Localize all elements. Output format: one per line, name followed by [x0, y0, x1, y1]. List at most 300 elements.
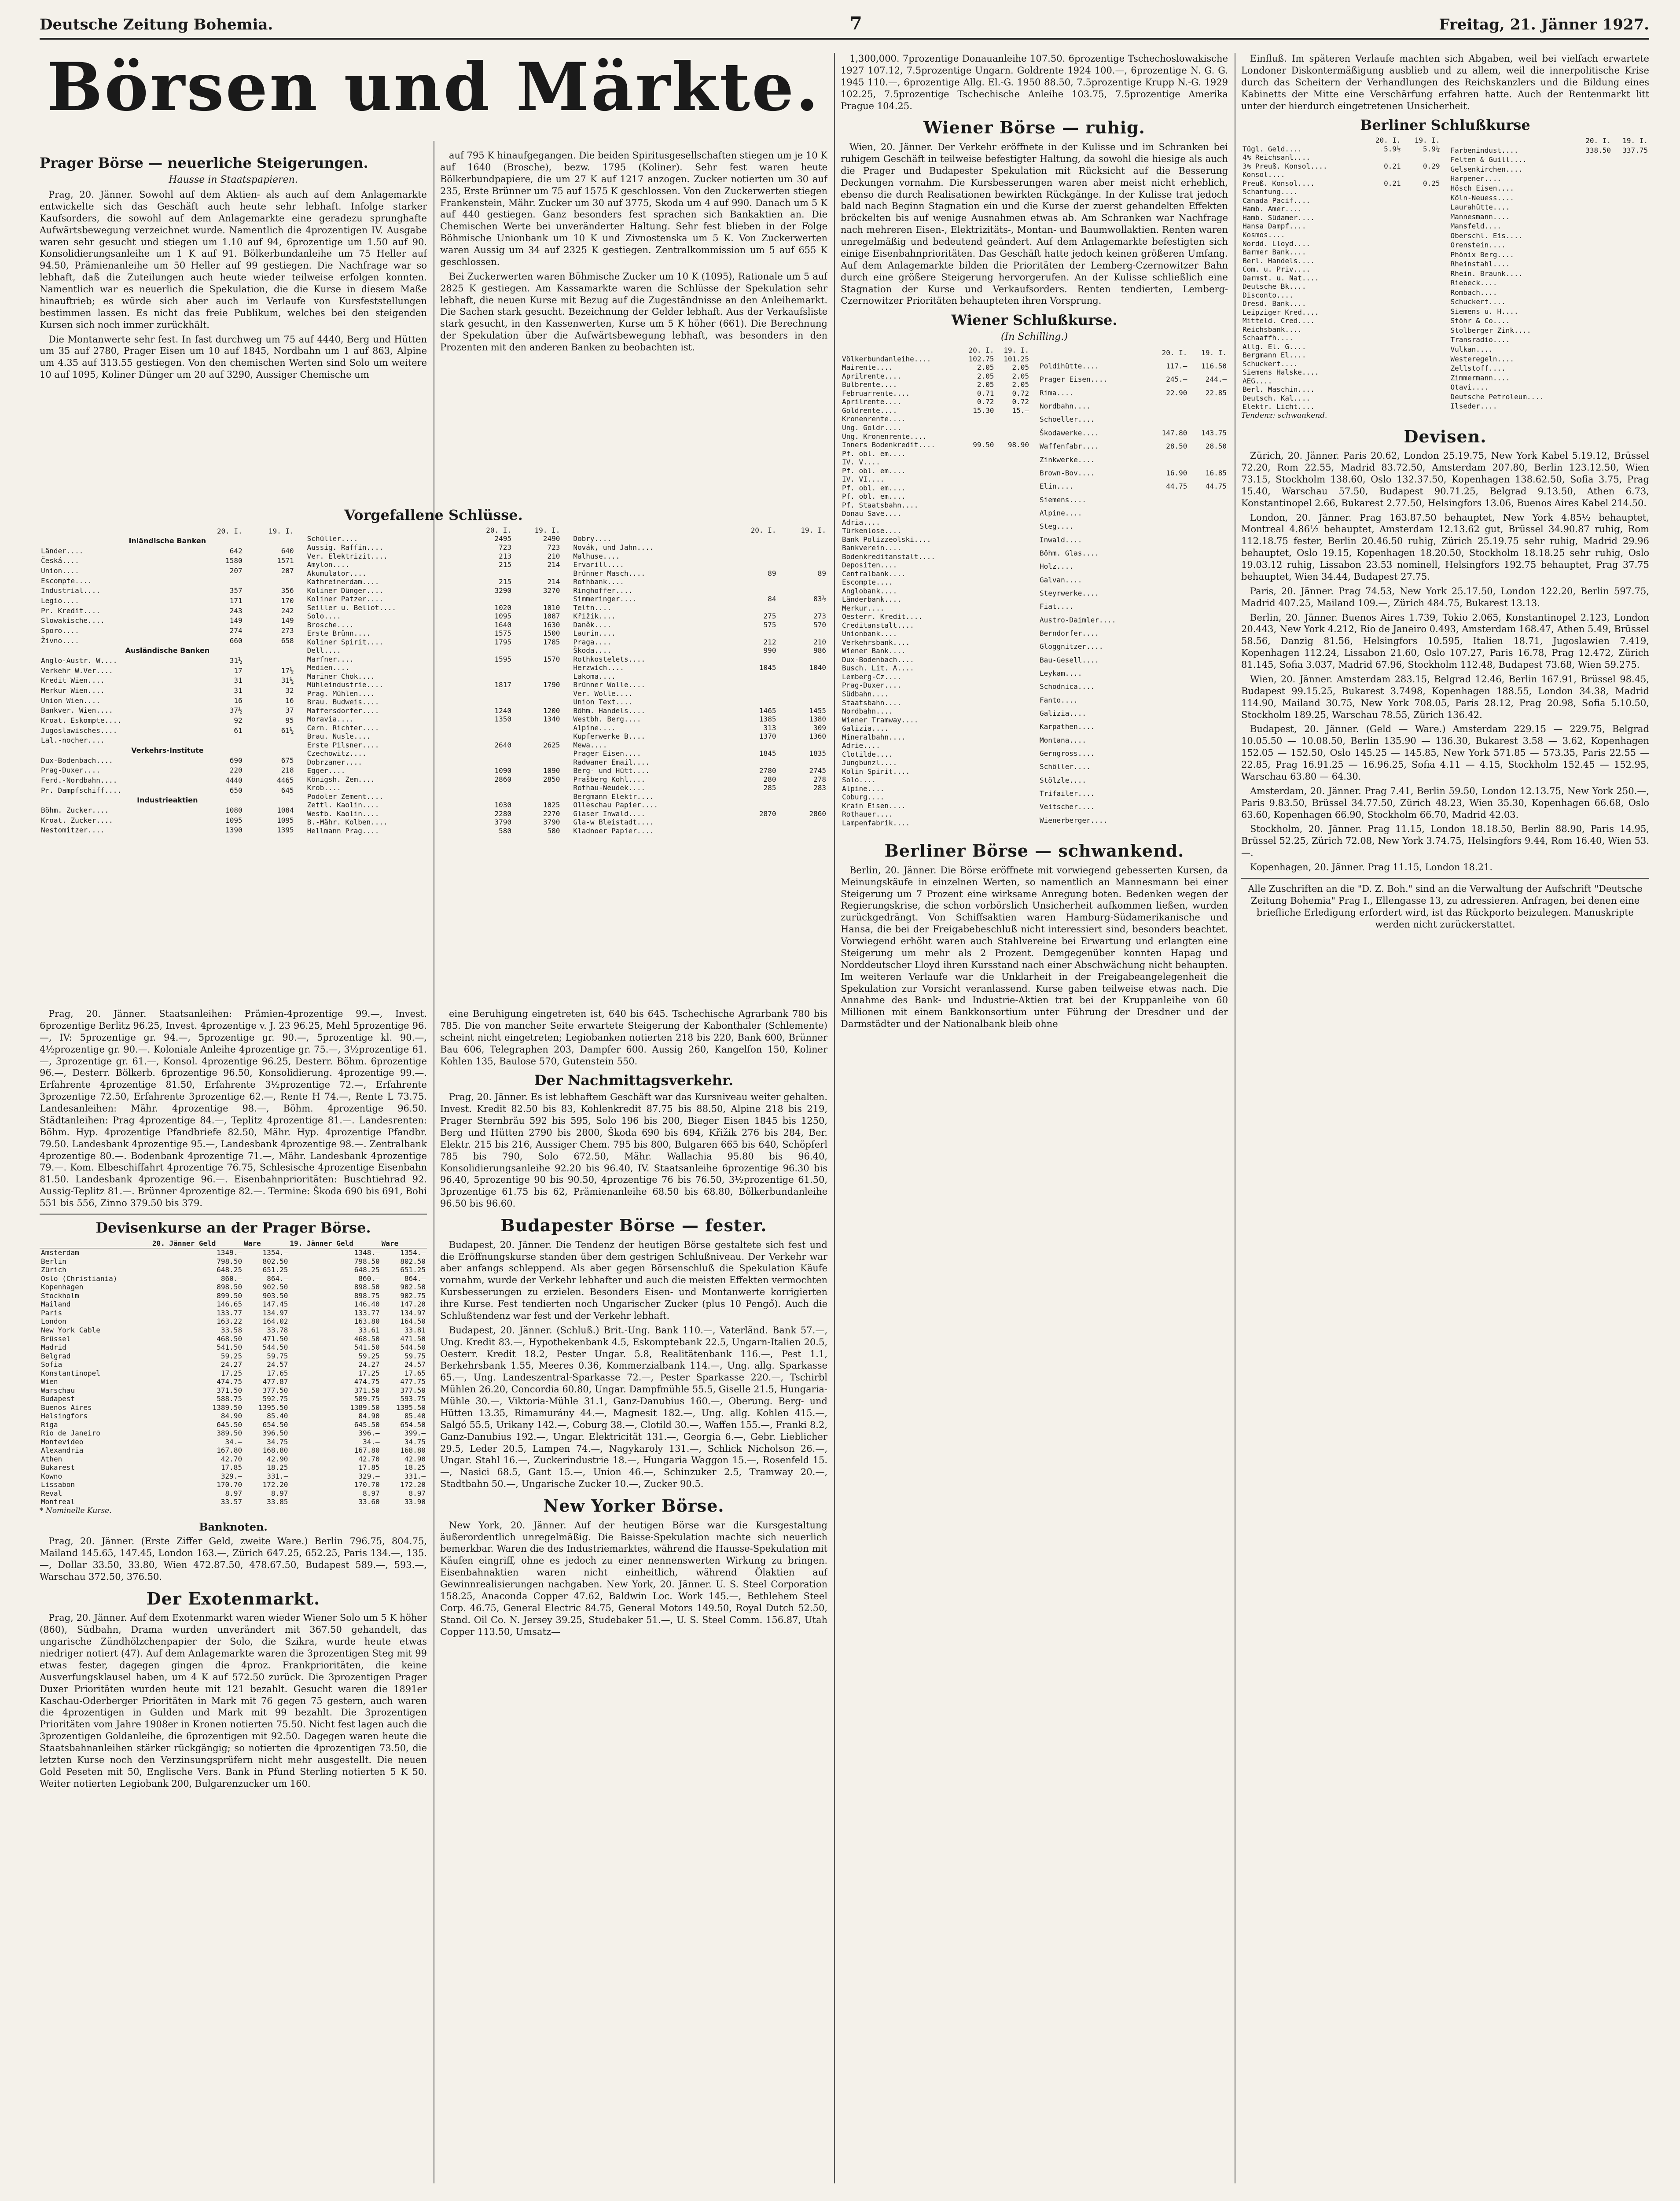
- table-row: [1038, 373, 1228, 386]
- row-label: Marfner....: [307, 655, 354, 663]
- row-value: [1402, 351, 1441, 360]
- row-value: 214: [547, 578, 560, 586]
- row-value: [960, 492, 996, 501]
- row-value: [1363, 385, 1402, 394]
- table-row: [40, 766, 295, 776]
- row-value: [1402, 213, 1441, 222]
- table-row: [841, 509, 1030, 518]
- row-value: 116.50: [1201, 362, 1227, 371]
- vienna-text: Wien, 20. Jänner. Der Verkehr eröffnete in der Kulisse und im Schranken bei ruhigem Geschäft in teilweise befestigter Haltung, da sowohl die hiesige als auch die Prager und Budapester Spekulation mit Rücksicht auf die Besserung Deckungen vornahm. Die Kursbesserungen waren aber meist nicht erheblich, ebenso die durch Realisationen bewirkten Rückgänge. In der Kulisse trat jedoch bald nach Beginn Stagnation ein und die Kurse der zuerst gehandelten Effekten bröckelten bis auf wenige Ausnahmen etwas ab. Am Schranken war Nachfrage nach mehreren Eisen-, Elektrizitäts-, Montan- und Baumwollaktien. Renten waren unregelmäßig und bedeutend geändert. Auf dem Anlagemarkte befestigten sich einige Eisenbahnprioritäten. Das Geschäft hatte jedoch keinen größeren Umfang. Auf dem Anlagemarkte bilden die Prioritäten der Lemberg-Czernowitzer Bahn durch eine größere Steigerung hervorgerufen. An der Kulisse schließlich eine Stagnation der Kurse und Verkaufsorders. Renten tendierten, Lemberg-Czernowitzer Prioritäten behaupteten ihren Vorsprung.: [841, 142, 1228, 306]
- rate-value: 544.50: [262, 1343, 288, 1352]
- table-row: [572, 569, 827, 578]
- newyork-text: New York, 20. Jänner. Auf der heutigen Börse war die Kursgestaltung äußerordentlich unregelmäßig. Die Baisse-Spekulation machte sich neuerlich bemerkbar. Waren die des Industriemarktes, während die Hausse-Spekulation mit Käufen eingriff, ohne es jedoch zu einer nennenswerten Wirkung zu bringen. Eisenbahnaktien waren nicht einheitlich, während Ölaktien auf Gewinnrealisierungen nachgaben. New York, 20. Jänner. U. S. Steel Corporation 158.25, Anaconda Copper 47.62, Baldwin Loc. Work 145.—, Bethlehem Steel Corp. 46.75, General Electric 84.75, General Motors 149.50, Royal Dutch 52.50, Stand. Oil Co. N. Jersey 39.25, Studebaker 51.—, U. S. Steel Comm. 156.87, Utah Copper 113.50, Umsatz—: [440, 1520, 827, 1637]
- row-label: Zettl. Kaolin....: [307, 801, 379, 810]
- table-row: [1038, 426, 1228, 439]
- row-value: [1402, 248, 1441, 257]
- row-value: 1571: [277, 556, 294, 565]
- currency-name: Budapest: [41, 1395, 75, 1403]
- row-label: Anglobank....: [842, 586, 897, 595]
- page-header: [40, 13, 1649, 40]
- row-value: 5.9½: [1384, 144, 1401, 153]
- header-cell: 19. I.: [1004, 346, 1029, 355]
- header-cell: 20. I.: [486, 526, 512, 534]
- issue-date: Freitag, 21. Jänner 1927.: [1439, 16, 1649, 33]
- row-value: [995, 467, 1030, 475]
- row-label: Prager Eisen....: [1040, 375, 1108, 384]
- row-value: 1380: [809, 715, 827, 724]
- row-value: [1188, 400, 1228, 413]
- table-row: [1038, 480, 1228, 493]
- row-value: 580: [547, 827, 560, 835]
- currency-name: Reval: [41, 1489, 62, 1498]
- table-row: [1038, 733, 1228, 747]
- row-value: [464, 595, 513, 604]
- row-value: 15.—: [1012, 406, 1029, 415]
- header-cell: Ware: [243, 1239, 289, 1248]
- row-label: Elin....: [1040, 482, 1074, 491]
- row-label: Alpine....: [1040, 508, 1082, 517]
- rate-value: 33.58: [221, 1325, 243, 1334]
- row-value: [995, 552, 1030, 561]
- rate-value: 59.25: [358, 1351, 380, 1360]
- row-label: Schuckert....: [1243, 359, 1298, 368]
- table-row: [40, 586, 295, 596]
- dividend-text: eine Beruhigung eingetreten ist, 640 bis 645. Tschechische Agrarbank 780 bis 785. Die von mancher Seite erwartete Steigerung der Kabonthaler (Schlemente) scheint nicht eingetreten; Legiobanken notierten 218 bis 220, Bank 600, Brünner Bau 606, Telegraphen 203, Dampfer 600. Aussig 260, Kangelfon 150, Koliner Kohlen 135, Baulose 570, Gutenstein 550.: [440, 1008, 827, 1067]
- row-label: Com. u. Priv....: [1243, 265, 1311, 274]
- rate-value: 471.50: [262, 1334, 288, 1343]
- header-cell: [1241, 136, 1363, 145]
- table-row: [841, 681, 1030, 690]
- row-label: Länder....: [41, 546, 84, 555]
- row-value: [1575, 401, 1612, 411]
- row-value: [1363, 265, 1402, 274]
- row-value: [960, 604, 996, 613]
- row-value: [995, 578, 1030, 587]
- row-value: 580: [499, 827, 512, 835]
- row-value: [777, 629, 827, 638]
- table-row: [40, 1429, 427, 1438]
- row-label: Glaser Inwald....: [573, 809, 646, 818]
- table-row: [40, 1266, 427, 1274]
- header-cell: 19. I.: [1622, 136, 1648, 145]
- rate-value: 389.50: [217, 1429, 243, 1438]
- closing-table-1: [40, 526, 295, 835]
- rate-value: 898.50: [354, 1283, 380, 1292]
- row-value: 3270: [543, 586, 560, 595]
- rate-value: 396.50: [262, 1429, 288, 1438]
- row-value: 16.90: [1166, 468, 1187, 477]
- row-label: Dobry....: [573, 534, 612, 543]
- row-label: Völkerbundanleihe....: [842, 354, 931, 363]
- rate-value: 860.—: [221, 1274, 243, 1283]
- table-header-row: [40, 1239, 427, 1248]
- row-value: [960, 758, 996, 767]
- row-value: 1455: [809, 706, 827, 715]
- row-value: [1188, 680, 1228, 693]
- table-row: [1038, 693, 1228, 707]
- devisen-paragraph: Berlin, 20. Jänner. Buenos Aires 1.739, Tokio 2.065, Konstantinopel 2.123, London 20.443, New York 4.212, Rio de Janeiro 0.493, Amsterdam 168.47, Athen 5.49, Brüssel 58.56, Danzig 81.56, Helsingfors 10.595, Italien 18.71, Jugoslawien 7.419, Kopenhagen 112.24, Lissabon 21.60, Oslo 107.27, Paris 16.78, Prag 12.472, Zürich 81.145, Sofia 3.037, Madrid 67.96, Stockholm 112.48, Budapest 73.68, Wien 59.275.: [1241, 612, 1649, 670]
- banknoten-text: Prag, 20. Jänner. (Erste Ziffer Geld, zweite Ware.) Berlin 796.75, 804.75, Mailand 145.65, 147.45, London 163.—, Zürich 647.25, 652.25, Paris 134.—, 135.—, Dollar 33.50, 33.80, Wien 472.87.50, 478.67.50, Budapest 589.—, 593.—, Warschau 372.50, 376.50.: [40, 1536, 427, 1582]
- row-label: Zinkwerke....: [1040, 455, 1095, 464]
- prague-p1: Prag, 20. Jänner. Sowohl auf dem Aktien- als auch auf dem Anlagemarkte entwickelte sich das Geschäft auch heute sehr lebhaft. Infolge starker Kaufsorders, die sowohl auf dem Anlagemarkte eine geradezu sprunghafte Aufwärtsbewegung verzeichnet wurde. Namentlich die 4prozentigen IV. Ausgabe waren sehr gesucht und stiegen um 1.10 auf 94, 6prozentige um 1.50 auf 90. Konsolidierungsanleihe um 1 K auf 91. Bölkerbundanleihe um 75 Heller auf 94.50, Prämienanleihe um 50 Heller auf 99 gestiegen. Die Nachfrage war so lebhaft, daß die Zuteilungen auch heute wieder teilweise erfolgen konnten. Namentlich war es neuerlich die Spekulation, die die Kurse in diesem Maße hinauftrieb; es würde sich aber auch im Verlaufe von Kursfeststellungen bestimmen lassen. Es nicht das freie Publikum, welches bei den steigenden Kursen sich noch immer zurückhält.: [40, 189, 427, 330]
- row-label: Wiener Tramway....: [842, 715, 919, 724]
- rate-value: 377.50: [262, 1386, 288, 1395]
- table-row: [40, 655, 295, 666]
- row-value: [1612, 184, 1649, 193]
- row-value: 723: [499, 543, 512, 552]
- row-label: Oesterr. Kredit....: [842, 612, 923, 621]
- row-value: [1575, 184, 1612, 193]
- rate-value: 477.75: [400, 1377, 426, 1386]
- row-value: 3290: [494, 586, 512, 595]
- row-label: Barmer Bank....: [1243, 248, 1306, 257]
- header-cell: [306, 526, 464, 535]
- row-value: [960, 707, 996, 716]
- devisen-prag-title: Devisenkurse an der Prager Börse.: [96, 1219, 371, 1236]
- row-label: Fanto....: [1040, 696, 1078, 704]
- row-value: [244, 655, 295, 666]
- row-value: [1149, 573, 1189, 586]
- table-row: [1038, 813, 1228, 827]
- table-row: [1038, 547, 1228, 560]
- row-value: [513, 749, 561, 758]
- table-row: [40, 1498, 427, 1506]
- row-value: 84: [768, 595, 776, 604]
- table-row: [40, 1489, 427, 1498]
- devisen-paragraph: Wien, 20. Jänner. Amsterdam 283.15, Belgrad 12.46, Berlin 167.91, Brüssel 98.45, Budapest 99.15.25, Bukarest 3.7498, Kopenhagen 188.55, London 34.38, Madrid 114.90, Mailand 30.75, New York 708.05, Paris 28.12, Prag 20.98, Sofia 5.10.50, Stockholm 189.25, Warschau 78.55, Zürich 136.42.: [1241, 674, 1649, 720]
- table-row: [1038, 573, 1228, 586]
- table-row: [1038, 413, 1228, 426]
- row-label: Legio....: [41, 596, 79, 605]
- row-value: [1402, 222, 1441, 231]
- header-cell: 20. I.: [968, 346, 994, 355]
- row-value: [995, 733, 1030, 742]
- row-value: [995, 638, 1030, 647]
- table-row: [572, 681, 827, 689]
- row-label: Prag-Duxer....: [41, 766, 100, 775]
- table-row: [841, 380, 1030, 389]
- row-value: [1402, 325, 1441, 334]
- row-value: [995, 724, 1030, 733]
- row-value: [995, 664, 1030, 673]
- row-value: [1402, 282, 1441, 291]
- table-row: [1449, 212, 1650, 222]
- row-value: [1575, 392, 1612, 402]
- row-label: Riebeck....: [1450, 279, 1497, 287]
- row-value: 214: [547, 560, 560, 569]
- row-label: Rothbank....: [573, 578, 624, 586]
- row-value: [1363, 308, 1402, 317]
- row-label: Aprilrente....: [842, 372, 901, 380]
- row-label: Herzwich....: [573, 663, 624, 672]
- table-row: [1449, 307, 1650, 317]
- row-label: Merkur....: [842, 604, 885, 612]
- row-label: Leipziger Kred....: [1243, 308, 1319, 317]
- row-value: [960, 793, 996, 802]
- row-value: [464, 698, 513, 707]
- devisen-text: [1241, 450, 1649, 873]
- row-value: [728, 629, 778, 638]
- table-row: [572, 604, 827, 612]
- table-row: [40, 606, 295, 616]
- newyork-title: New Yorker Börse.: [543, 1496, 724, 1516]
- row-value: 1045: [759, 663, 776, 672]
- row-value: [1149, 600, 1189, 613]
- table-row: [1038, 667, 1228, 680]
- table-row: [1449, 278, 1650, 288]
- row-value: [1363, 213, 1402, 222]
- rate-value: 167.80: [354, 1446, 380, 1455]
- devisen-title: Devisen.: [1404, 426, 1487, 446]
- header-cell: Ware: [381, 1239, 427, 1248]
- row-value: [728, 758, 778, 767]
- row-label: Medien....: [307, 663, 349, 672]
- currency-name: Oslo (Christiania): [41, 1274, 118, 1283]
- rate-value: 59.75: [267, 1351, 288, 1360]
- table-row: [1449, 345, 1650, 354]
- row-value: [1612, 288, 1649, 298]
- row-value: [1612, 269, 1649, 279]
- table-row: [572, 810, 827, 818]
- vienna-table-2: [1038, 346, 1228, 827]
- row-value: 244.—: [1205, 375, 1227, 384]
- table-row: [841, 415, 1030, 423]
- row-label: Czechowitz....: [307, 749, 367, 758]
- table-row: [572, 749, 827, 758]
- row-value: 0.72: [977, 398, 994, 406]
- row-label: Allg. El. G....: [1243, 342, 1306, 351]
- table-row: [1038, 466, 1228, 479]
- row-value: [728, 672, 778, 681]
- row-value: 990: [763, 646, 776, 655]
- row-value: 1835: [809, 749, 827, 758]
- row-value: [1402, 402, 1441, 411]
- row-value: [995, 673, 1030, 681]
- table-row: [1038, 707, 1228, 720]
- row-label: Koliner Patzer....: [307, 595, 384, 604]
- row-value: [995, 561, 1030, 570]
- table-row: [40, 1274, 427, 1283]
- rate-value: 329.—: [221, 1472, 243, 1480]
- row-value: [513, 784, 561, 792]
- table-row: [40, 1257, 427, 1266]
- rate-value: 798.50: [354, 1257, 380, 1266]
- row-value: [1402, 291, 1441, 300]
- row-value: [1402, 153, 1441, 162]
- row-label: Depositen....: [842, 561, 897, 570]
- table-row: [841, 673, 1030, 681]
- row-value: [1363, 334, 1402, 342]
- table-row: [1449, 193, 1650, 203]
- table-row: [1241, 325, 1441, 334]
- currency-name: Rio de Janeiro: [41, 1429, 100, 1438]
- row-value: [1363, 317, 1402, 325]
- row-value: [1402, 188, 1441, 196]
- row-value: [960, 518, 996, 527]
- row-value: 2280: [494, 809, 512, 818]
- row-label: Pf. obl. em....: [842, 483, 906, 492]
- row-value: 2.05: [977, 372, 994, 380]
- row-value: [1149, 400, 1189, 413]
- berlin-table-2: [1449, 136, 1650, 411]
- row-value: 147.80: [1162, 428, 1187, 437]
- rate-value: 17.25: [358, 1369, 380, 1377]
- table-row: [841, 458, 1030, 467]
- table-row: [1449, 240, 1650, 250]
- table-row: [841, 750, 1030, 759]
- row-label: Brosche....: [307, 620, 354, 629]
- row-value: 207: [281, 567, 294, 575]
- row-value: 3790: [494, 818, 512, 827]
- row-value: [1612, 326, 1649, 335]
- row-label: Ilseder....: [1450, 402, 1497, 411]
- table-row: [40, 696, 295, 706]
- table-row: [1038, 506, 1228, 519]
- rate-value: 331.—: [267, 1472, 288, 1480]
- row-value: 2860: [809, 809, 827, 818]
- table-row: [1038, 587, 1228, 600]
- currency-name: Amsterdam: [41, 1248, 79, 1257]
- row-label: Farbenindust....: [1450, 146, 1518, 155]
- header-cell: 19. I.: [1414, 136, 1440, 145]
- row-value: 143.75: [1201, 428, 1227, 437]
- table-row: [40, 1395, 427, 1403]
- row-value: [1363, 231, 1402, 239]
- row-value: [960, 647, 996, 655]
- row-value: 0.72: [1012, 398, 1029, 406]
- table-row: [1449, 392, 1650, 402]
- row-value: [1612, 202, 1649, 212]
- row-value: [960, 535, 996, 544]
- row-label: Adria....: [842, 518, 880, 526]
- row-value: [464, 569, 513, 578]
- rate-value: 85.40: [267, 1412, 288, 1421]
- table-row: [572, 827, 827, 835]
- row-label: Galvan....: [1040, 575, 1082, 584]
- currency-name: Belgrad: [41, 1351, 71, 1360]
- row-value: 16.85: [1205, 468, 1227, 477]
- rate-value: 474.75: [217, 1377, 243, 1386]
- row-label: Creditanstalt....: [842, 621, 914, 629]
- group-heading: Inländische Banken: [129, 537, 206, 545]
- rate-value: 898.50: [217, 1283, 243, 1292]
- row-label: Berl. Handels....: [1243, 256, 1315, 265]
- row-value: [1363, 196, 1402, 205]
- header-cell: 19. Jänner Geld: [289, 1239, 381, 1248]
- column-2-lower: [440, 1008, 827, 2183]
- table-row: [40, 1412, 427, 1421]
- rate-value: 147.45: [262, 1300, 288, 1309]
- row-label: Bulbrente....: [842, 380, 897, 389]
- row-label: Aussig. Raffin....: [307, 543, 384, 552]
- row-label: Alpine....: [573, 723, 616, 732]
- currency-name: Montreal: [41, 1498, 75, 1506]
- row-label: B.-Mähr. Kolben....: [307, 818, 388, 827]
- table-row: [40, 596, 295, 606]
- row-value: 31½: [281, 676, 294, 685]
- row-value: 31: [234, 676, 243, 685]
- rate-value: 1389.50: [212, 1403, 243, 1412]
- row-value: [995, 570, 1030, 578]
- row-value: [995, 750, 1030, 759]
- row-value: 170: [281, 596, 294, 605]
- row-label: Bank Polizzeolski....: [842, 535, 931, 544]
- row-label: Hösch Eisen....: [1450, 184, 1514, 192]
- row-value: [1575, 307, 1612, 317]
- row-value: 17: [234, 666, 243, 675]
- row-label: Simmeringer....: [573, 595, 637, 604]
- row-value: 1785: [543, 637, 560, 646]
- row-label: Ringhoffer....: [573, 586, 633, 595]
- rate-value: 168.80: [400, 1446, 426, 1455]
- row-label: Verkehrsbank....: [842, 638, 910, 647]
- table-row: [1241, 213, 1441, 222]
- table-row: [841, 552, 1030, 561]
- row-value: [960, 819, 996, 828]
- row-label: Dell....: [307, 646, 341, 655]
- row-label: Živno....: [41, 636, 79, 645]
- row-label: Nestomitzer....: [41, 826, 105, 835]
- table-row: [572, 621, 827, 629]
- row-value: [1575, 240, 1612, 250]
- row-label: Pf. obl. em....: [842, 492, 906, 501]
- row-value: 0.72: [1012, 389, 1029, 398]
- table-row: [1241, 342, 1441, 351]
- closing-title: Vorgefallene Schlüsse.: [344, 507, 523, 523]
- table-row: [1449, 326, 1650, 335]
- row-value: [1149, 800, 1189, 813]
- row-label: Oberschl. Eis....: [1450, 231, 1523, 240]
- row-value: [960, 423, 996, 432]
- rate-value: 146.65: [217, 1300, 243, 1309]
- row-label: Union Wien....: [41, 696, 100, 705]
- row-label: IV. V....: [842, 458, 880, 467]
- rate-value: 864.—: [267, 1274, 288, 1283]
- row-value: [1149, 787, 1189, 800]
- rate-value: 42.90: [267, 1454, 288, 1463]
- table-row: [841, 690, 1030, 699]
- row-value: 1240: [494, 706, 512, 715]
- row-label: Radwaner Email....: [573, 758, 650, 766]
- table-row: [1449, 364, 1650, 373]
- row-value: [995, 655, 1030, 664]
- rate-value: 648.25: [354, 1266, 380, 1274]
- row-value: 1575: [494, 629, 512, 638]
- rate-value: 33.61: [358, 1325, 380, 1334]
- table-row: [40, 1421, 427, 1429]
- row-value: [1363, 205, 1402, 213]
- row-label: Lemberg-Cz....: [842, 672, 901, 681]
- table-row: [841, 707, 1030, 716]
- table-row: [40, 1463, 427, 1472]
- row-label: Elektr. Licht....: [1243, 402, 1315, 411]
- table-row: [841, 767, 1030, 776]
- table-row: [40, 1386, 427, 1395]
- row-value: [960, 570, 996, 578]
- row-value: [960, 467, 996, 475]
- row-label: Dux-Bodenbach....: [842, 655, 914, 664]
- table-row: [841, 518, 1030, 527]
- row-value: [1149, 773, 1189, 787]
- row-value: [1402, 257, 1441, 265]
- table-row: [841, 526, 1030, 535]
- row-value: 1385: [759, 715, 776, 724]
- row-label: Brau. Nusle....: [307, 732, 371, 741]
- row-value: [1149, 493, 1189, 506]
- table-row: [1038, 613, 1228, 626]
- group-heading: Ausländische Banken: [125, 646, 210, 655]
- table-row: [1038, 560, 1228, 573]
